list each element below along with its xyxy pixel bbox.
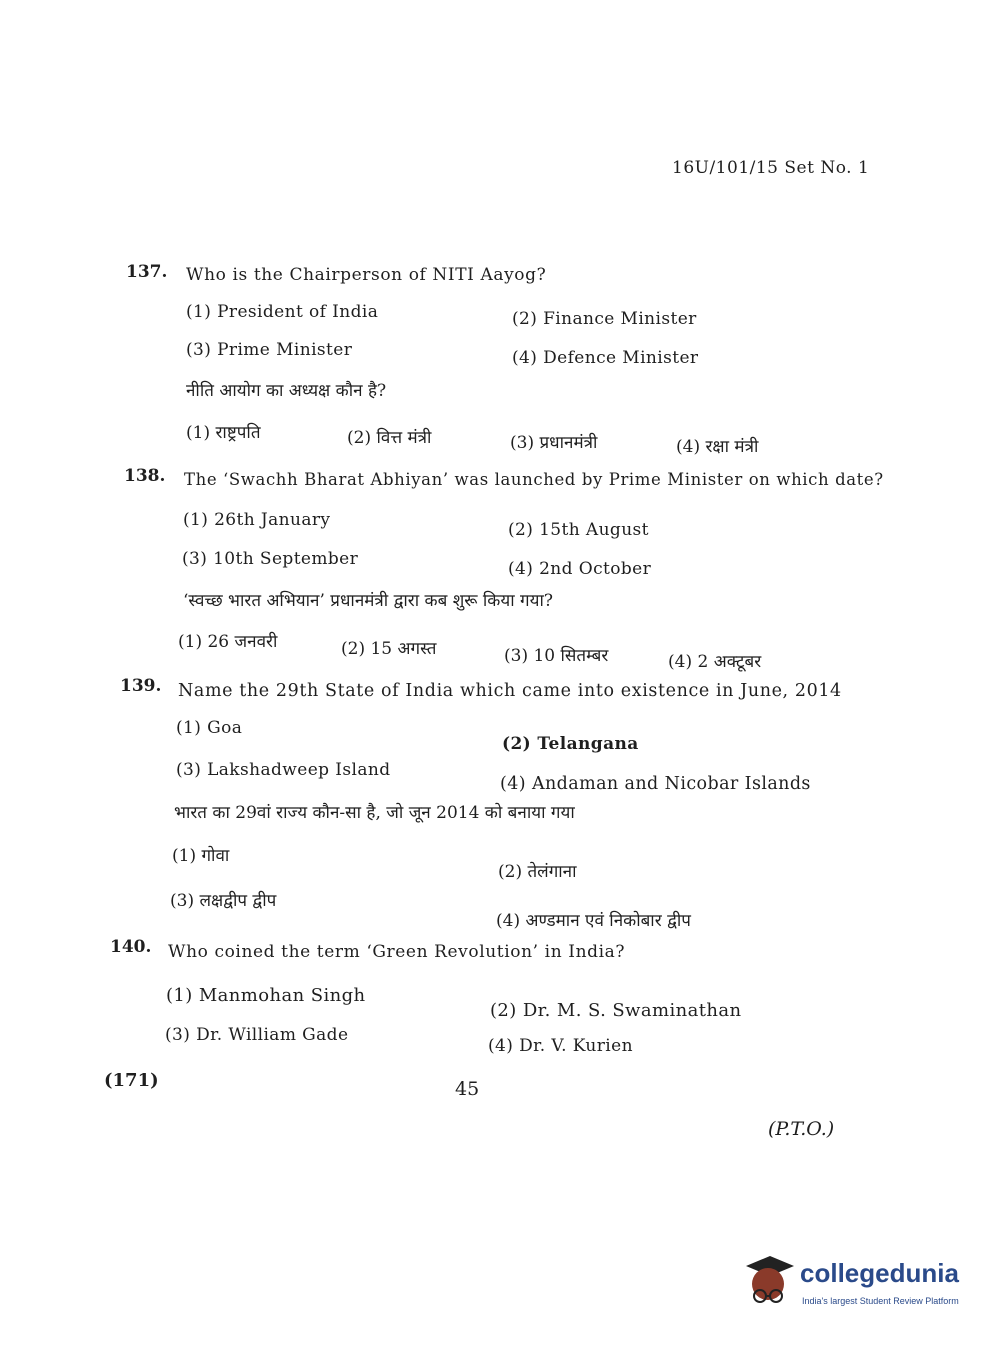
option-hindi: (2) 15 अगस्त (341, 639, 437, 659)
option-hindi: (3) प्रधानमंत्री (510, 433, 598, 453)
question-number: 138. (124, 466, 166, 486)
option: (3) Lakshadweep Island (176, 760, 391, 780)
question-number: 140. (110, 937, 152, 957)
brand-tagline: India's largest Student Review Platform (802, 1296, 959, 1306)
option-hindi: (4) 2 अक्टूबर (668, 652, 762, 672)
option: (4) 2nd October (508, 559, 652, 579)
option-hindi: (1) राष्ट्रपति (186, 423, 261, 443)
option-hindi: (4) अण्डमान एवं निकोबार द्वीप (496, 911, 691, 931)
option: (2) Telangana (502, 734, 639, 754)
set-number: 16U/101/15 Set No. 1 (672, 158, 870, 178)
option-hindi: (2) तेलंगाना (498, 862, 577, 882)
option-hindi: (1) गोवा (172, 846, 230, 866)
question-text-hindi: भारत का 29वां राज्य कौन-सा है, जो जून 2014 को बनाया गया (174, 803, 575, 823)
question-text-hindi: नीति आयोग का अध्यक्ष कौन है? (186, 381, 387, 401)
mascot-icon (740, 1252, 796, 1312)
option-hindi: (4) रक्षा मंत्री (676, 437, 759, 457)
question-number: 139. (120, 676, 162, 696)
option-hindi: (2) वित्त मंत्री (347, 428, 432, 448)
option: (3) Prime Minister (186, 340, 353, 360)
option: (1) Goa (176, 718, 243, 738)
option: (2) 15th August (508, 520, 649, 540)
option: (4) Dr. V. Kurien (488, 1036, 633, 1056)
question-text-hindi: ‘स्वच्छ भारत अभियान’ प्रधानमंत्री द्वारा कब शुरू किया गया? (183, 591, 553, 611)
option-hindi: (3) लक्षद्वीप द्वीप (170, 891, 277, 911)
option-hindi: (1) 26 जनवरी (178, 632, 278, 652)
pto-note: (P.T.O.) (768, 1118, 835, 1140)
option: (3) Dr. William Gade (165, 1025, 349, 1045)
collegedunia-logo (740, 1252, 970, 1312)
paper-code: (171) (104, 1070, 159, 1091)
option: (3) 10th September (182, 549, 359, 569)
question-text: Who is the Chairperson of NITI Aayog? (186, 265, 547, 285)
option: (1) President of India (186, 302, 379, 322)
question-number: 137. (126, 262, 168, 282)
option: (4) Andaman and Nicobar Islands (500, 774, 811, 794)
option: (2) Finance Minister (512, 309, 697, 329)
question-text: Who coined the term ‘Green Revolution’ in India? (168, 942, 626, 962)
question-text: The ‘Swachh Bharat Abhiyan’ was launched by Prime Minister on which date? (184, 470, 884, 489)
option: (1) 26th January (183, 510, 331, 530)
option: (1) Manmohan Singh (166, 985, 366, 1006)
option: (4) Defence Minister (512, 348, 699, 368)
page-number: 45 (455, 1078, 480, 1100)
brand-name: collegedunia (800, 1258, 959, 1288)
question-text: Name the 29th State of India which came into existence in June, 2014 (178, 681, 842, 701)
option-hindi: (3) 10 सितम्बर (504, 646, 609, 666)
option: (2) Dr. M. S. Swaminathan (490, 1000, 742, 1021)
